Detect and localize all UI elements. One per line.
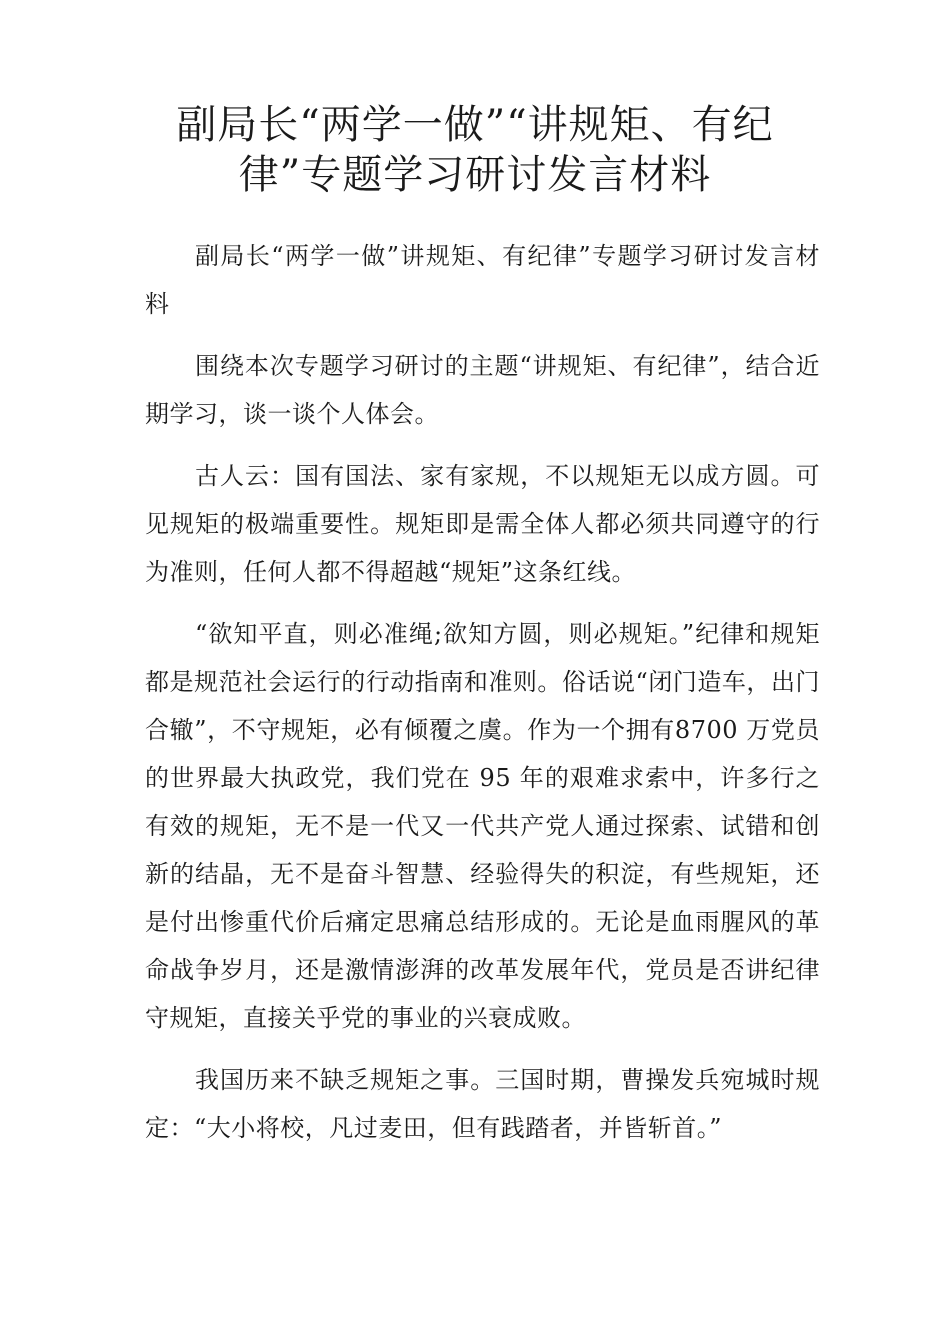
document-title [100,100,850,200]
paragraph-ancient-saying: 古人云：国有国法、家有家规，不以规矩无以成方圆。可见规矩的极端重要性。规矩即是需全体人都必须共同遵守的行为准则，任何人都不得超越“规矩”这条红线。 [145,462,820,586]
paragraph-intro: 围绕本次专题学习研讨的主题“讲规矩、有纪律”，结合近期学习，谈一谈个人体会。 [145,352,820,428]
paragraph-subtitle: 副局长“两学一做”讲规矩、有纪律”专题学习研讨发言材料 [145,242,820,318]
title-line-2: 律”专题学习研讨发言材料 [238,152,712,198]
document-body [145,232,820,1166]
paragraph-history: 我国历来不缺乏规矩之事。三国时期，曹操发兵宛城时规定：“大小将校，凡过麦田，但有践踏者，并皆斩首。” [145,1066,820,1142]
title-line-1: 副局长“两学一做”“讲规矩、有纪 [176,102,774,148]
paragraph-discipline: “欲知平直，则必准绳;欲知方圆，则必规矩。”纪律和规矩都是规范社会运行的行动指南和准则。俗话说“闭门造车，出门合辙”，不守规矩，必有倾覆之虞。作为一个拥有8700 万党员的世界最大执政党，我们党在 95 年的艰难求索中，许多行之有效的规矩，无不是一代又一代共产党人通过探索、试错和创新的结晶，无不是奋斗智慧、经验得失的积淀，有些规矩，还是付出惨重代价后痛定思痛总结形成的。无论是血雨腥风的革命战争岁月，还是激情澎湃的改革发展年代，党员是否讲纪律守规矩，直接关乎党的事业的兴衰成败。 [145,620,820,1032]
